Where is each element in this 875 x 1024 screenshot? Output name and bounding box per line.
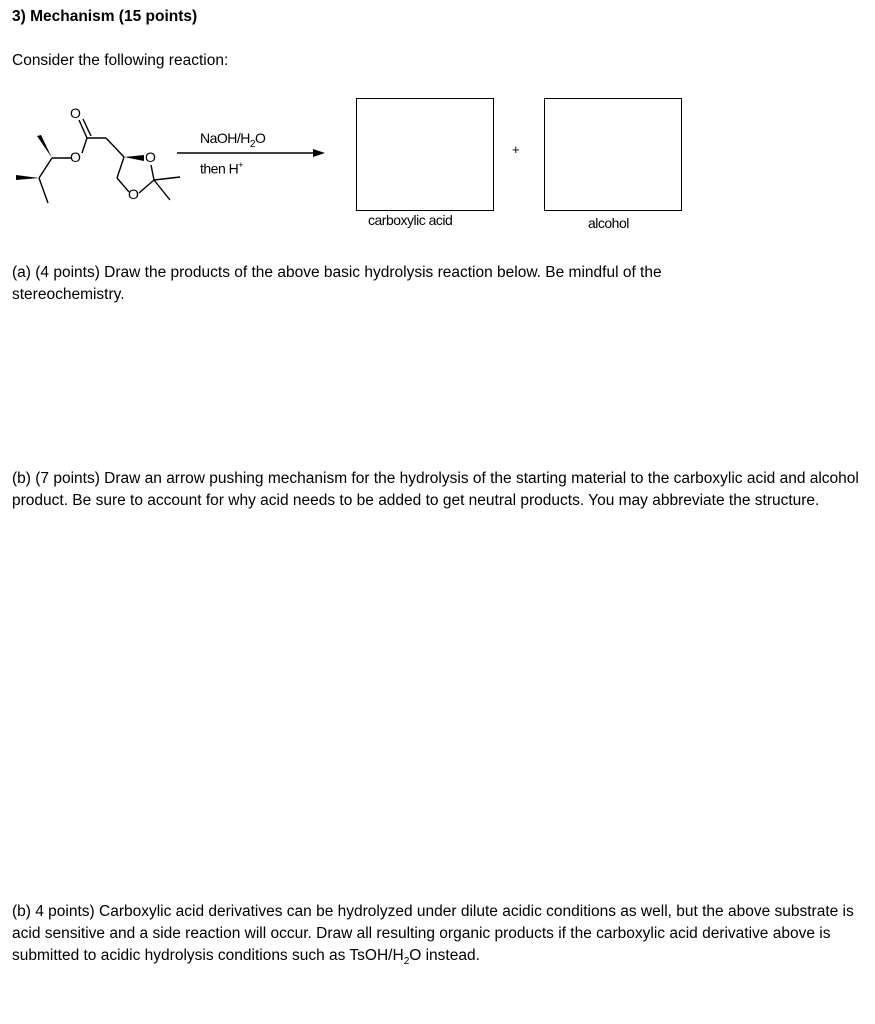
ester-oxygen-label: O — [70, 149, 81, 165]
carboxylic-acid-answer-box[interactable] — [356, 98, 494, 211]
plus-sign: + — [512, 142, 520, 157]
carboxylic-acid-label: carboxylic acid — [368, 212, 453, 228]
intro-text: Consider the following reaction: — [12, 52, 229, 69]
part-a-question: (a) (4 points) Draw the products of the above basic hydrolysis reaction below. Be mindful of the stereochemistry. — [12, 264, 662, 303]
reagent-top: NaOH/$H_2O$ — [200, 130, 266, 150]
ring-oxygen-label-2: O — [128, 186, 139, 202]
carbonyl-oxygen-label: O — [70, 105, 81, 121]
alcohol-label: alcohol — [588, 215, 629, 231]
part-c-question: (b) 4 points) Carboxylic acid derivatives can be hydrolyzed under dilute acidic conditions as well, but the above substrate is acid sensitive and a side reaction will occur. Draw all resulting organic products if the carboxylic acid derivative above is submitted to acidic hydrolysis conditions such as TsOH/$H_2O$ instead. — [12, 903, 854, 968]
ring-oxygen-label: O — [145, 149, 156, 165]
starting-material-structure — [0, 0, 340, 215]
heading: 3) Mechanism (15 points) — [12, 8, 198, 25]
reagent-bottom: then H+ — [200, 160, 244, 177]
reaction-arrow — [313, 149, 325, 157]
alcohol-answer-box[interactable] — [544, 98, 682, 211]
part-b-question: (b) (7 points) Draw an arrow pushing mechanism for the hydrolysis of the starting material to the carboxylic acid and alcohol product. Be sure to account for why acid needs to be added to get neutral products. You may abbreviate the structure. — [12, 470, 859, 509]
